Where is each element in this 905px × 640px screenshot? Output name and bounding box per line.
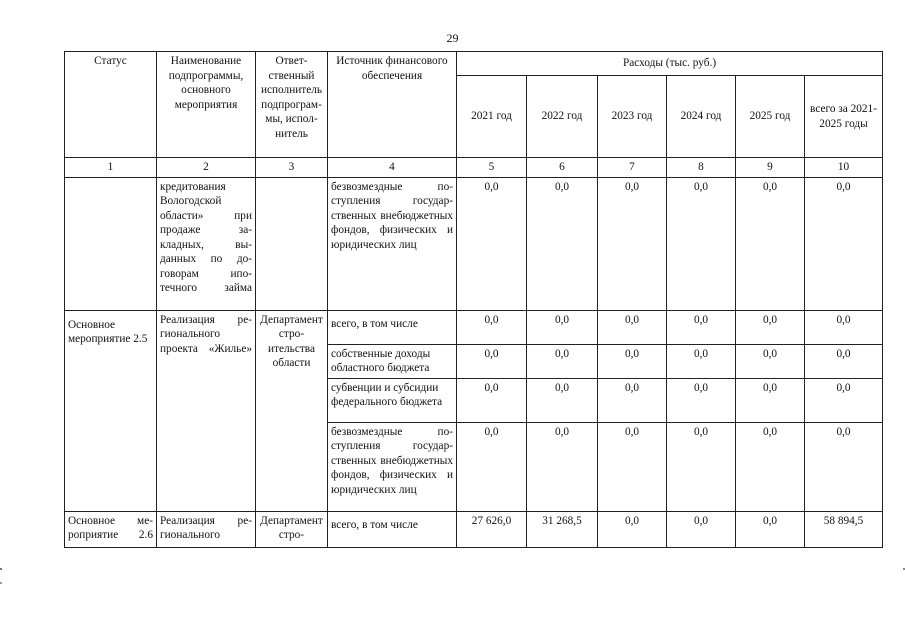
- value-cell: 0,0: [805, 344, 883, 378]
- scan-mark: [0, 568, 2, 570]
- value-cell: 31 268,5: [527, 511, 598, 547]
- value-cell: 0,0: [736, 177, 805, 310]
- value-cell: 0,0: [527, 344, 598, 378]
- value-cell: 0,0: [598, 310, 667, 344]
- header-status: Статус: [65, 52, 157, 158]
- column-number-row: [65, 158, 883, 178]
- column-number: 2: [157, 158, 256, 178]
- header-total: всего за 2021-2025 годы: [805, 76, 883, 158]
- value-cell: 0,0: [736, 422, 805, 511]
- value-cell: 0,0: [598, 511, 667, 547]
- source-cell: всего, в том числе: [328, 310, 457, 344]
- value-cell: 0,0: [805, 177, 883, 310]
- header-responsible: Ответственный исполнитель подпрограммы, исполнитель: [256, 52, 328, 158]
- value-cell: 0,0: [667, 511, 736, 547]
- value-cell: 0,0: [457, 177, 527, 310]
- header-year-2023: 2023 год: [598, 76, 667, 158]
- responsible-cell: Департамент стро-: [256, 511, 328, 547]
- status-cell: Основное мероприятие 2.5: [65, 310, 157, 511]
- value-cell: 0,0: [457, 344, 527, 378]
- value-cell: 27 626,0: [457, 511, 527, 547]
- column-number: 10: [805, 158, 883, 178]
- value-cell: 0,0: [736, 378, 805, 422]
- value-cell: 0,0: [736, 310, 805, 344]
- value-cell: 0,0: [667, 422, 736, 511]
- value-cell: 0,0: [805, 422, 883, 511]
- source-cell: всего, в том числе: [328, 511, 457, 547]
- header-name: Наименование подпрограммы, основного мероприятия: [157, 52, 256, 158]
- scan-mark: [0, 582, 2, 584]
- column-number: 6: [527, 158, 598, 178]
- status-cell: [65, 177, 157, 310]
- value-cell: 0,0: [457, 422, 527, 511]
- value-cell: 0,0: [527, 177, 598, 310]
- source-cell: безвозмездные поступления государственных внебюджетных фондов, физических и юридических лиц: [328, 177, 457, 310]
- table-row: [65, 177, 883, 310]
- value-cell: 0,0: [598, 344, 667, 378]
- column-number: 7: [598, 158, 667, 178]
- header-expenses: Расходы (тыс. руб.): [457, 52, 883, 76]
- value-cell: 0,0: [527, 310, 598, 344]
- expenses-table: [64, 51, 883, 548]
- status-cell: Основное мероприятие 2.6: [65, 511, 157, 547]
- value-cell: 0,0: [805, 378, 883, 422]
- value-cell: 0,0: [457, 310, 527, 344]
- value-cell: 0,0: [598, 378, 667, 422]
- table-row: [65, 511, 883, 547]
- header-row-1: [65, 52, 883, 76]
- responsible-cell: [256, 177, 328, 310]
- header-year-2022: 2022 год: [527, 76, 598, 158]
- value-cell: 0,0: [527, 378, 598, 422]
- value-cell: 0,0: [667, 344, 736, 378]
- name-cell: кредитования Вологодской области» при продаже закладных, выданных по договорам ипотечного займа: [157, 177, 256, 310]
- header-source: Источник финансового обеспечения: [328, 52, 457, 158]
- value-cell: 0,0: [598, 422, 667, 511]
- source-cell: безвозмездные поступления государственных внебюджетных фондов, физических и юридических лиц: [328, 422, 457, 511]
- value-cell: 58 894,5: [805, 511, 883, 547]
- value-cell: 0,0: [667, 310, 736, 344]
- header-year-2025: 2025 год: [736, 76, 805, 158]
- source-cell: субвенции и субсидии федерального бюджета: [328, 378, 457, 422]
- column-number: 3: [256, 158, 328, 178]
- name-cell: Реализация регионального: [157, 511, 256, 547]
- column-number: 5: [457, 158, 527, 178]
- header-year-2024: 2024 год: [667, 76, 736, 158]
- responsible-cell: Департамент строительства области: [256, 310, 328, 511]
- value-cell: 0,0: [805, 310, 883, 344]
- source-cell: собственные доходы областного бюджета: [328, 344, 457, 378]
- name-cell: Реализация регионального проекта «Жилье»: [157, 310, 256, 511]
- value-cell: 0,0: [667, 378, 736, 422]
- column-number: 1: [65, 158, 157, 178]
- table-row: [65, 310, 883, 344]
- column-number: 4: [328, 158, 457, 178]
- column-number: 8: [667, 158, 736, 178]
- value-cell: 0,0: [457, 378, 527, 422]
- value-cell: 0,0: [598, 177, 667, 310]
- header-year-2021: 2021 год: [457, 76, 527, 158]
- value-cell: 0,0: [736, 511, 805, 547]
- value-cell: 0,0: [736, 344, 805, 378]
- column-number: 9: [736, 158, 805, 178]
- value-cell: 0,0: [667, 177, 736, 310]
- page-number: 29: [446, 31, 459, 45]
- value-cell: 0,0: [527, 422, 598, 511]
